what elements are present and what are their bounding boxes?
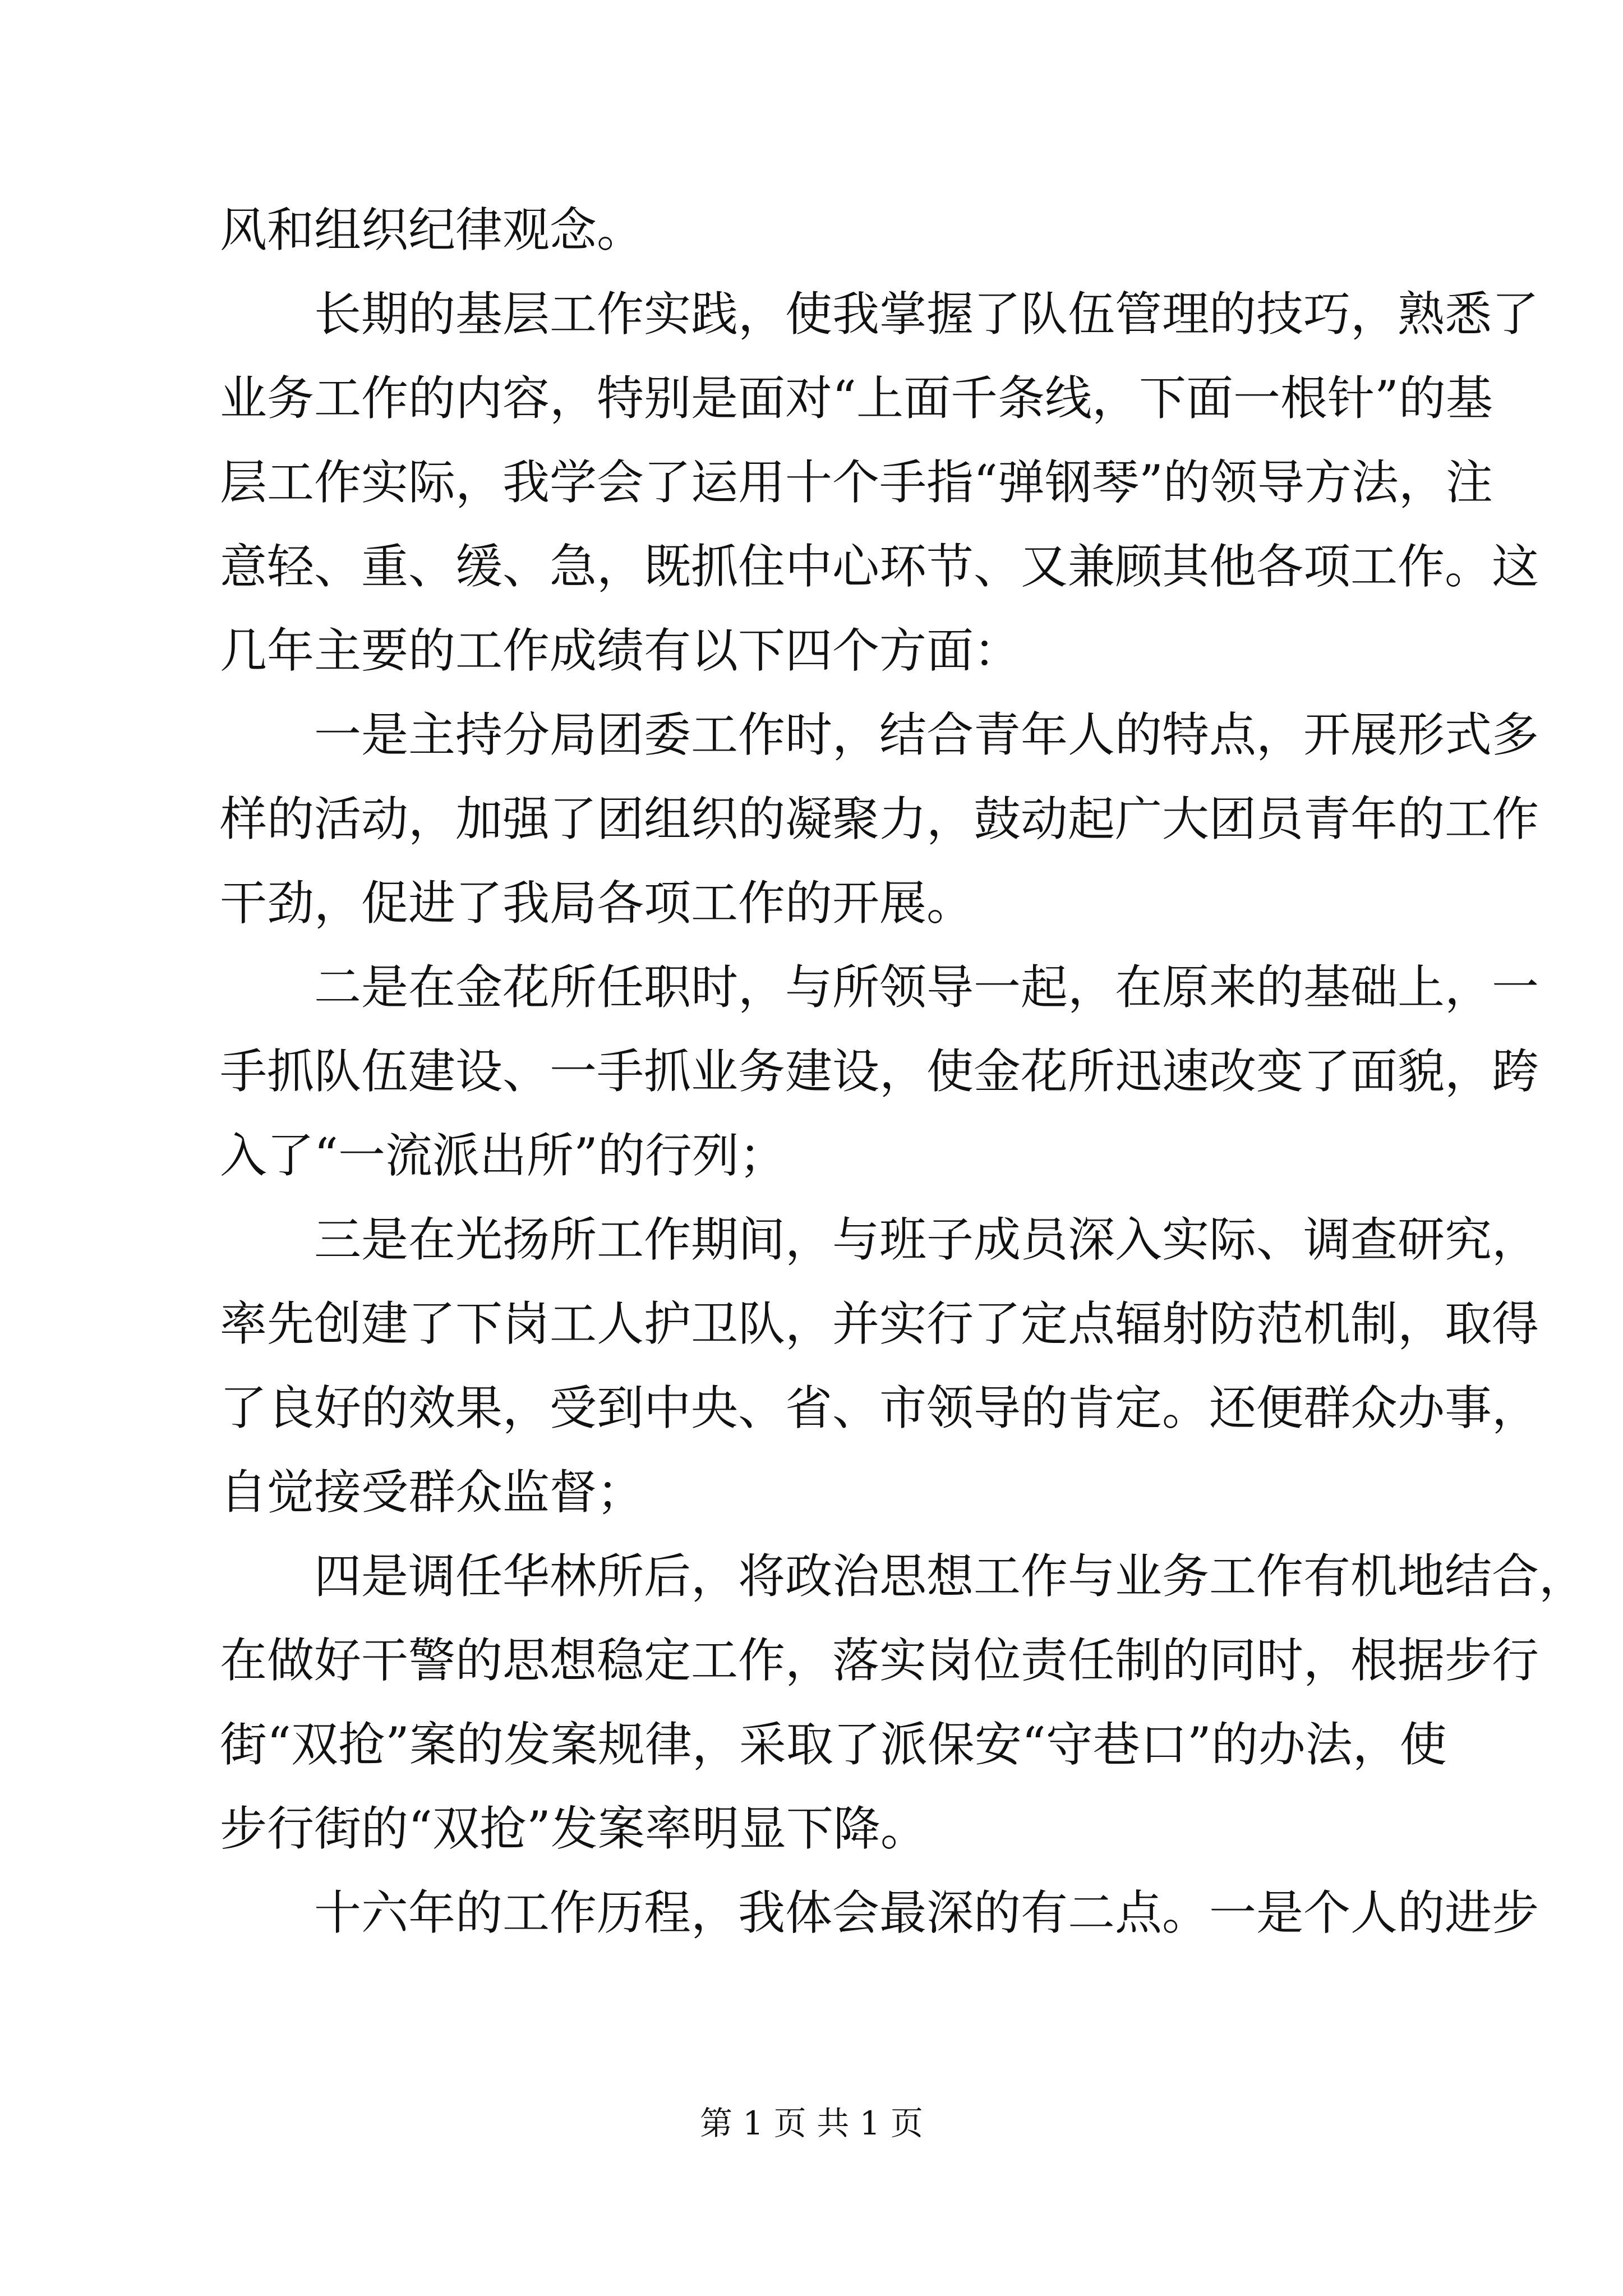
page-number-footer: 第 1 页 共 1 页 [700,2104,923,2142]
text-line: 意轻、重、缓、急，既抓住中心环节、又兼顾其他各项工作。这 [220,539,1539,594]
text-line: 十六年的工作历程，我体会最深的有二点。一是个人的进步 [220,1885,1539,1940]
text-line: 业务工作的内容，特别是面对“上面千条线，下面一根针”的基 [220,371,1493,426]
text-line: 风和组织纪律观念。 [220,203,644,257]
text-line: 二是在金花所任职时，与所领导一起，在原来的基础上，一 [220,960,1539,1015]
text-line: 几年主要的工作成绩有以下四个方面： [220,623,1021,678]
text-line: 率先创建了下岗工人护卫队，并实行了定点辐射防范机制，取得 [220,1296,1539,1351]
text-line: 长期的基层工作实践，使我掌握了队伍管理的技巧，熟悉了 [220,287,1539,342]
text-line: 三是在光扬所工作期间，与班子成员深入实际、调查研究， [220,1212,1539,1267]
text-line: 自觉接受群众监督； [220,1465,644,1520]
text-line: 层工作实际，我学会了运用十个手指“弹钢琴”的领导方法，注 [220,455,1493,510]
text-line: 在做好干警的思想稳定工作，落实岗位责任制的同时，根据步行 [220,1633,1539,1688]
text-line: 样的活动，加强了团组织的凝聚力，鼓动起广大团员青年的工作 [220,792,1539,846]
text-line: 四是调任华林所后，将政治思想工作与业务工作有机地结合， [220,1549,1587,1604]
text-line: 入了“一流派出所”的行列； [220,1128,786,1183]
text-line: 一是主持分局团委工作时，结合青年人的特点，开展形式多 [220,707,1539,762]
text-line: 步行街的“双抢”发案率明显下降。 [220,1801,928,1856]
text-line: 街“双抢”案的发案规律，采取了派保安“守巷口”的办法，使 [220,1717,1447,1772]
text-line: 干劲，促进了我局各项工作的开展。 [220,876,974,931]
text-line: 手抓队伍建设、一手抓业务建设，使金花所迅速改变了面貌，跨 [220,1044,1539,1099]
text-line: 了良好的效果，受到中央、省、市领导的肯定。还便群众办事， [220,1381,1539,1435]
